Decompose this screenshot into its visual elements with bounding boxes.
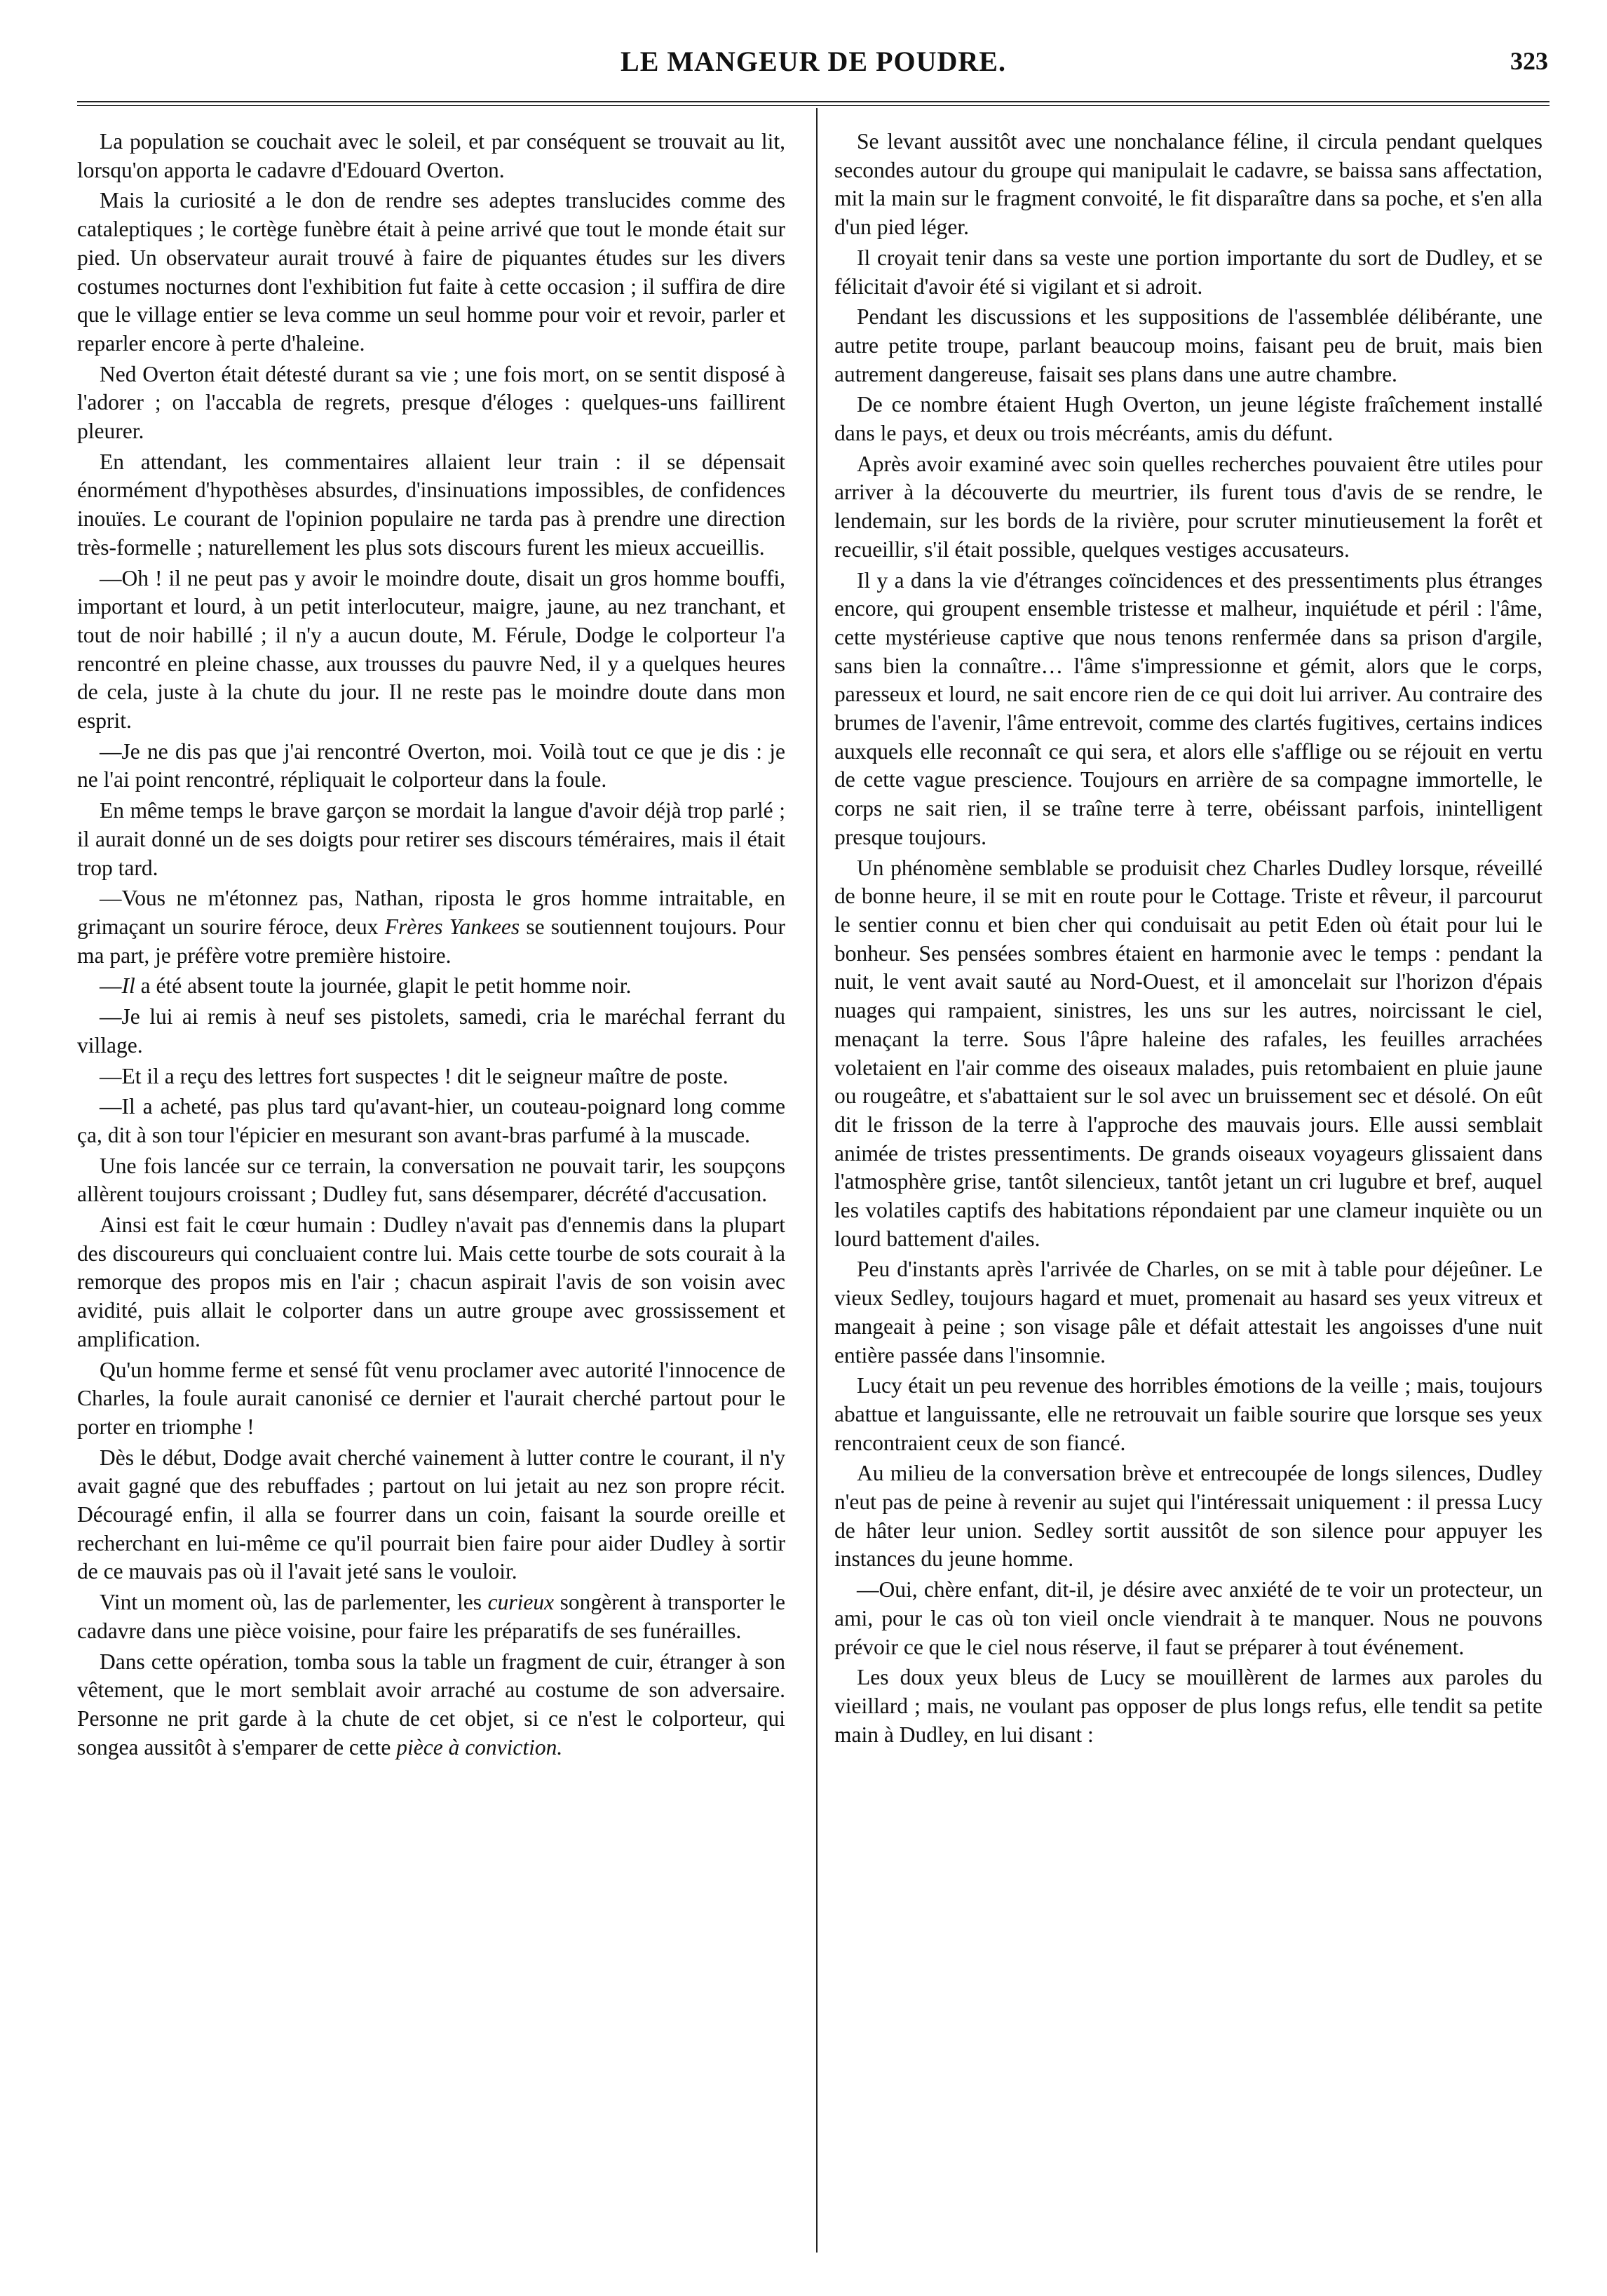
text-run: a été absent toute la journée, glapit le petit homme noir. [140, 973, 632, 999]
text-run: Vint un moment où, las de parlementer, les [100, 1590, 482, 1615]
paragraph: Pendant les discussions et les suppositions de l'assemblée délibérante, une autre petite troupe, parlant beaucoup moins, faisant peu de bruit, mais bien autrement dangereuse, faisait ses plans dans une autre chambre. [834, 304, 1542, 386]
text-run: se soutiennent toujours. Pour ma part, je préfère votre première histoire. [77, 914, 786, 968]
text-run: —Vous ne m'étonnez pas, Nathan, riposta le gros homme intraitable, en grimaçant un sourire féroce, deux [77, 886, 785, 939]
paragraph: —Oh ! il ne peut pas y avoir le moindre doute, disait un gros homme bouffi, important et lourd, à un petit interlocuteur, maigre, jaune, au nez tranchant, et tout de noir habillé ; il n'y a aucun doute, M. Férule, Dodge le colporteur l'a rencontré en pleine chasse, aux trousses du pauvre Ned, il y a quelques heures de cela, juste à la chute du jour. Il ne reste pas le moindre doute dans mon esprit. [77, 565, 785, 734]
header-rule [77, 101, 1550, 102]
paragraph: De ce nombre étaient Hugh Overton, un jeune légiste fraîchement installé dans le pays, et deux ou trois mécréants, amis du défunt. [834, 392, 1542, 446]
paragraph: —Je lui ai remis à neuf ses pistolets, samedi, cria le maréchal ferrant du village. [77, 1004, 785, 1058]
paragraph: Il y a dans la vie d'étranges coïncidences et des pressentiments plus étranges encore, qui groupent ensemble tristesse et malheur, inquiétude et péril : l'âme, cette mystérieuse captive que nous tenons renfermée dans sa prison d'argile, sans bien la connaître… l'âme s'impressionne et gémit, alors que le corps, paresseux et lourd, ne sait encore rien de ce qui doit lui arriver. Au contraire des brumes de l'avenir, l'âme entrevoit, comme des clartés fugitives, certains indices auxquels elle reconnaît ce qui sera, et alors elle s'afflige ou se réjouit en vertu de cette vague prescience. Toujours en arrière de sa compagne immortelle, le corps ne sait rien, il se traîne terre à terre, obéissant parfois, inintelligent presque toujours. [834, 567, 1542, 849]
paragraph: Ainsi est fait le cœur humain : Dudley n'avait pas d'ennemis dans la plupart des discoureurs qui concluaient contre lui. Mais cette tourbe de sots courait à la remorque des propos mis en l'air ; chacun aspirait l'avis de son voisin avec avidité, puis allait le colporter dans un autre groupe avec grossissement et amplification. [77, 1213, 785, 1351]
paragraph: Peu d'instants après l'arrivée de Charles, on se mit à table pour déjeûner. Le vieux Sedley, toujours hagard et muet, promenait au hasard ses yeux vitreux et mangeait à peine ; son visage pâle et défait attestait les angoisses d'une nuit entière passée dans l'insomnie. [834, 1257, 1542, 1368]
paragraph: Se levant aussitôt avec une nonchalance féline, il circula pendant quelques secondes autour du groupe qui manipulait le cadavre, se baissa sans affectation, mit la main sur le fragment convoité, le fit disparaître dans sa poche, et s'en alla d'un pied léger. [834, 129, 1542, 240]
paragraph: Après avoir examiné avec soin quelles recherches pouvaient être utiles pour arriver à la découverte du meurtrier, ils furent tous d'avis de se rendre, le lendemain, sur les bords de la rivière, pour scruter minutieusement la forêt et recueillir, s'il était possible, quelques vestiges accusateurs. [834, 451, 1542, 562]
paragraph: Mais la curiosité a le don de rendre ses adeptes translucides comme des cataleptiques ; le cortège funèbre était à peine arrivé que tout le monde était sur pied. Un observateur aurait trouvé à faire de piquantes études sur les divers costumes nocturnes dont l'exhibition fut faite à cette occasion ; il suffira de dire que le village entier se leva comme un seul homme pour voir et revoir, parler et reparler encore à perte d'haleine. [77, 188, 785, 356]
paragraph [77, 1648, 785, 1762]
italic-run: Il [121, 973, 135, 999]
book-page [77, 43, 1550, 2253]
paragraph: Une fois lancée sur ce terrain, la conversation ne pouvait tarir, les soupçons allèrent toujours croissant ; Dudley fut, sans désemparer, décrété d'accusation. [77, 1153, 785, 1207]
paragraph: En même temps le brave garçon se mordait la langue d'avoir déjà trop parlé ; il aurait donné un de ses doigts pour retirer ses discours téméraires, mais il était trop tard. [77, 798, 785, 880]
paragraph: Lucy était un peu revenue des horribles émotions de la veille ; mais, toujours abattue et languissante, elle ne retrouvait un faible sourire que lorsque ses yeux rencontraient ceux de son fiancé. [834, 1373, 1542, 1455]
header-rule-thin [77, 105, 1550, 106]
column-divider [816, 108, 818, 2253]
italic-run: Frères Yankees [384, 914, 520, 939]
paragraph [77, 972, 785, 1001]
paragraph: Dès le début, Dodge avait cherché vainement à lutter contre le courant, il n'y avait gagné que des rebuffades ; partout on lui jetait au nez son propre récit. Découragé enfin, il alla se fourrer dans un coin, faisant la sourde oreille et recherchant en lui-même ce qu'il pourrait bien faire pour aider Dudley à sortir de ce mauvais pas où il l'avait jeté sans le vouloir. [77, 1445, 785, 1584]
paragraph [77, 1588, 785, 1645]
running-title: LE MANGEUR DE POUDRE. [621, 46, 1006, 77]
paragraph: —Et il a reçu des lettres fort suspectes ! dit le seigneur maître de poste. [100, 1063, 728, 1088]
paragraph: Un phénomène semblable se produisit chez Charles Dudley lorsque, réveillé de bonne heure, il se mit en route pour le Cottage. Triste et rêveur, il parcourut le sentier connu et bien cher qui conduisait au petit Eden où était pour lui le bonheur. Ses pensées sombres étaient en harmonie avec le temps : pendant la nuit, le vent avait sauté au Nord-Ouest, et il amoncelait sur l'horizon d'épais nuages qui rampaient, sinistres, les uns sur les autres, noircissant le ciel, menaçant la terre. Sous l'âpre haleine des rafales, les feuilles arrachées voletaient en l'air comme des oiseaux malades, puis retombaient en pluie jaune ou rougeâtre, et s'abattaient sur le sol avec un bruissement sec et désolé. On eût dit le frisson de la terre à l'approche des mauvais jours. Elle aussi semblait animée de tristes pressentiments. De grands oiseaux voyageurs glissaient dans l'atmosphère grise, tantôt silencieux, tantôt jetant un cri lugubre et bref, auquel les volatiles captifs des habitations répondaient par une clameur inquiète ou un lourd battement d'ailes. [834, 855, 1542, 1251]
page-number: 323 [1510, 47, 1548, 75]
italic-run: pièce à conviction. [396, 1734, 563, 1760]
paragraph: Qu'un homme ferme et sensé fût venu proclamer avec autorité l'innocence de Charles, la foule aurait canonisé ce dernier et l'aurait cherché partout pour le porter en triomphe ! [77, 1357, 785, 1439]
italic-run: curieux [487, 1590, 555, 1615]
running-header [77, 43, 1550, 86]
text-run: songèrent à transporter le cadavre dans une pièce voisine, pour faire les préparatifs de ses funérailles. [77, 1590, 785, 1643]
paragraph: La population se couchait avec le soleil, et par conséquent se trouvait au lit, lorsqu'on apporta le cadavre d'Edouard Overton. [77, 129, 785, 182]
left-column [77, 128, 785, 1762]
paragraph: —Il a acheté, pas plus tard qu'avant-hier, un couteau-poignard long comme ça, dit à son tour l'épicier en mesurant son avant-bras parfumé à la muscade. [77, 1094, 785, 1147]
paragraph [77, 884, 785, 970]
text-run: Dans cette opération, tomba sous la table un fragment de cuir, étranger à son vêtement, que le mort semblait avoir arraché au costume de son adversaire. Personne ne prit garde à la chute de cet objet, si ce n'est le colporteur, qui songea aussitôt à s'emparer de cette [77, 1649, 785, 1760]
paragraph: Les doux yeux bleus de Lucy se mouillèrent de larmes aux paroles du vieillard ; mais, ne voulant pas opposer de plus longs refus, elle tendit sa petite main à Dudley, en lui disant : [834, 1665, 1542, 1747]
paragraph: —Je ne dis pas que j'ai rencontré Overton, moi. Voilà tout ce que je dis : je ne l'ai point rencontré, répliquait le colporteur dans la foule. [77, 738, 785, 792]
paragraph: Au milieu de la conversation brève et entrecoupée de longs silences, Dudley n'eut pas de peine à revenir au sujet qui l'intéressait uniquement : il pressa Lucy de hâter leur union. Sedley sortit aussitôt de son silence pour appuyer les instances du jeune homme. [834, 1461, 1542, 1572]
right-column [834, 128, 1542, 1749]
paragraph: —Oui, chère enfant, dit-il, je désire avec anxiété de te voir un protecteur, un ami, pour le cas où ton vieil oncle viendrait à te manquer. Nous ne pouvons prévoir ce que le ciel nous réserve, il faut se préparer à tout événement. [834, 1577, 1542, 1659]
paragraph: En attendant, les commentaires allaient leur train : il se dépensait énormément d'hypothèses absurdes, d'insinuations impossibles, de confidences inouïes. Le courant de l'opinion populaire ne tarda pas à prendre une direction très-formelle ; naturellement les plus sots discours furent les mieux accueillis. [77, 449, 785, 560]
text-run: — [100, 973, 122, 999]
paragraph: Il croyait tenir dans sa veste une portion importante du sort de Dudley, et se félicitait d'avoir été si vigilant et si adroit. [834, 245, 1542, 299]
paragraph: Ned Overton était détesté durant sa vie ; une fois mort, on se sentit disposé à l'adorer ; on l'accabla de regrets, presque d'éloges : quelques-uns faillirent pleurer. [77, 361, 785, 444]
